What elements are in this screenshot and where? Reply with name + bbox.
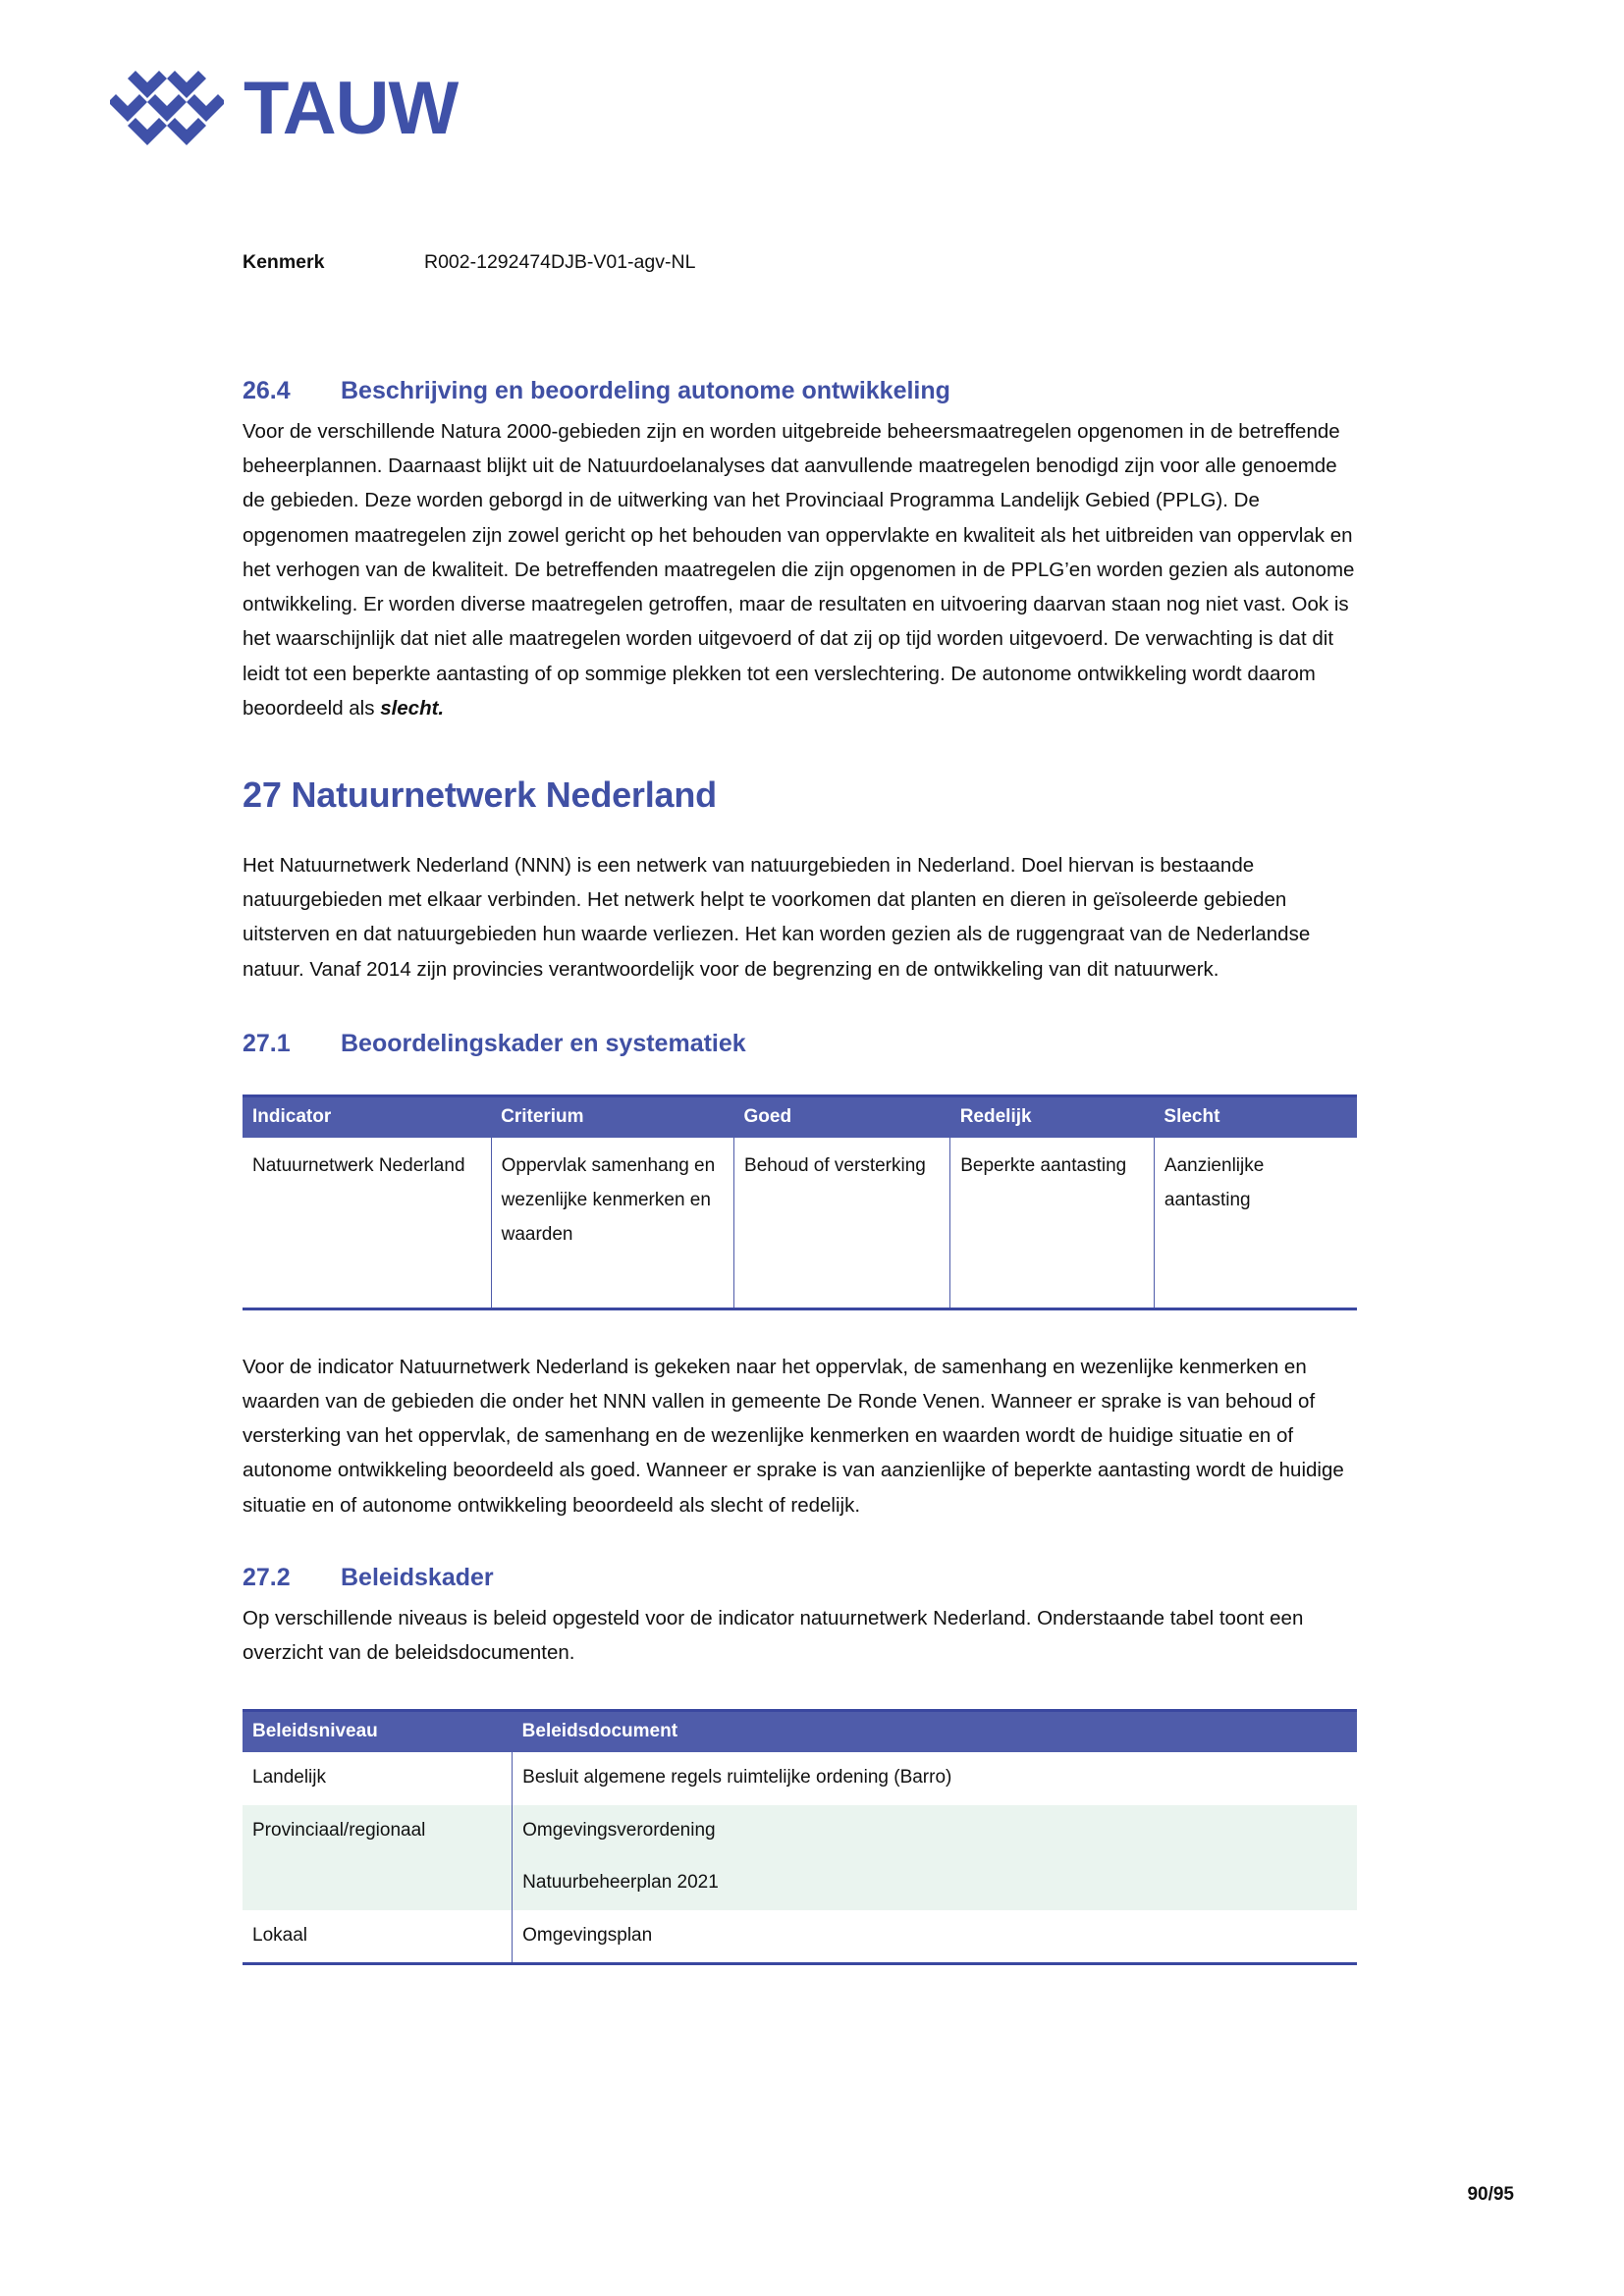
cell-indicator: Natuurnetwerk Nederland <box>252 1154 465 1176</box>
cell-slecht: Aanzienlijke aantasting <box>1154 1138 1357 1309</box>
heading-27-2-number: 27.2 <box>243 1563 291 1591</box>
cell-goed: Behoud of versterking <box>734 1138 950 1309</box>
cell-beleidsdocument: Omgevingsverordening <box>513 1805 1357 1858</box>
table-beleidskader <box>243 1709 1357 1965</box>
table-header-row <box>243 1711 1357 1753</box>
table-row <box>243 1857 1357 1910</box>
paragraph-chapter-27-intro: Het Natuurnetwerk Nederland (NNN) is een netwerk van natuurgebieden in Nederland. Doel hiervan is bestaande natuurgebieden met elkaar verbinden. Het netwerk helpt te voorkomen dat planten en dieren in geïsoleerde gebieden uitsterven en dat natuurgebieden hun waarde verliezen. Het kan worden gezien als de ruggengraat van de Nederlandse natuur. Vanaf 2014 zijn provincies verantwoordelijk voor de begrenzing en de ontwikkeling van dit natuurwerk. <box>243 853 1311 981</box>
heading-27-2 <box>243 1562 1357 1595</box>
heading-27-1-number: 27.1 <box>243 1029 291 1057</box>
column-header-criterium: Criterium <box>491 1095 733 1138</box>
kenmerk-row <box>243 251 695 274</box>
table-header-row <box>243 1095 1357 1138</box>
column-header-slecht: Slecht <box>1154 1095 1357 1138</box>
cell-beleidsdocument: Natuurbeheerplan 2021 <box>513 1857 1357 1910</box>
heading-27-1-title: Beoordelingskader en systematiek <box>341 1029 746 1057</box>
paragraph-27-2: Op verschillende niveaus is beleid opgesteld voor de indicator natuurnetwerk Nederland. Onderstaande tabel toont een overzicht van de beleidsdocumenten. <box>243 1606 1304 1664</box>
table-beleidskader-head <box>243 1711 1357 1753</box>
cell-beleidsdocument: Omgevingsplan <box>513 1910 1357 1964</box>
cell-beleidsniveau <box>243 1857 513 1910</box>
paragraph-26-4 <box>243 414 1357 725</box>
column-header-beleidsdocument: Beleidsdocument <box>513 1711 1357 1753</box>
cell-redelijk: Beperkte aantasting <box>950 1138 1155 1309</box>
document-content <box>243 375 1357 1965</box>
table-beoordelingskader-head <box>243 1095 1357 1138</box>
page-number: 90/95 <box>1467 2184 1514 2205</box>
column-header-indicator: Indicator <box>243 1095 491 1138</box>
table-beoordelingskader-body <box>243 1138 1357 1309</box>
cell-criterium: Oppervlak samenhang en wezenlijke kenmerken en waarden <box>491 1138 733 1309</box>
paragraph-27-1-after-table: Voor de indicator Natuurnetwerk Nederland is gekeken naar het oppervlak, de samenhang en wezenlijke kenmerken en waarden van de gebieden die onder het NNN vallen in gemeente De Ronde Venen. Wanneer er sprake is van behoud of versterking van het oppervlak, de samenhang en de wezenlijke kenmerken en waarden wordt de huidige situatie en of autonome ontwikkeling beoordeeld als goed. Wanneer er sprake is van aanzienlijke of beperkte aantasting wordt de huidige situatie en of autonome ontwikkeling beoordeeld als slecht of redelijk. <box>243 1355 1344 1517</box>
heading-27-2-title: Beleidskader <box>341 1563 494 1591</box>
column-header-redelijk: Redelijk <box>950 1095 1155 1138</box>
table-row <box>243 1910 1357 1964</box>
table-row <box>243 1805 1357 1858</box>
column-header-beleidsniveau: Beleidsniveau <box>243 1711 513 1753</box>
cell-beleidsniveau: Provinciaal/regionaal <box>243 1805 513 1858</box>
heading-26-4-title: Beschrijving en beoordeling autonome ontwikkeling <box>341 377 950 404</box>
paragraph-26-4-text: Voor de verschillende Natura 2000-gebieden zijn en worden uitgebreide beheersmaatregelen opgenomen in de betreffende beheerplannen. Daarnaast blijkt uit de Natuurdoelanalyses dat aanvullende maatregelen benodigd zijn voor alle genoemde de gebieden. Deze worden geborgd in de uitwerking van het Provinciaal Programma Landelijk Gebied (PPLG). De opgenomen maatregelen zijn zowel gericht op het behouden van oppervlakte en kwaliteit als het uitbreiden van oppervlak en het verhogen van de kwaliteit. De betreffenden maatregelen die zijn opgenomen in de PPLG’en worden gezien als autonome ontwikkeling. Er worden diverse maatregelen getroffen, maar de resultaten en uitvoering daarvan staan nog niet vast. Ook is het waarschijnlijk dat niet alle maatregelen worden uitgevoerd of dat zij op tijd worden uitgevoerd. De verwachting is dat dit leidt tot een beperkte aantasting of op sommige plekken tot een verslechtering. De autonome ontwikkeling wordt daarom beoordeeld als <box>243 419 1355 720</box>
cell-beleidsniveau: Lokaal <box>252 1924 307 1946</box>
cell-beleidsdocument: Besluit algemene regels ruimtelijke ordening (Barro) <box>513 1752 1357 1805</box>
kenmerk-label: Kenmerk <box>243 251 325 273</box>
tauw-logo <box>110 61 458 157</box>
heading-chapter-27: 27 Natuurnetwerk Nederland <box>243 774 717 815</box>
heading-26-4-number: 26.4 <box>243 377 291 404</box>
cell-beleidsniveau: Landelijk <box>252 1767 326 1789</box>
table-row <box>243 1752 1357 1805</box>
table-row <box>243 1138 1357 1309</box>
kenmerk-value: R002-1292474DJB-V01-agv-NL <box>424 251 696 273</box>
tauw-logo-wordmark: TAUW <box>244 67 459 150</box>
table-beoordelingskader <box>243 1095 1357 1310</box>
heading-26-4 <box>243 375 1357 408</box>
heading-27-1 <box>243 1028 1357 1061</box>
paragraph-26-4-emphasis: slecht. <box>380 696 445 720</box>
table-beleidskader-body <box>243 1752 1357 1964</box>
column-header-goed: Goed <box>734 1095 950 1138</box>
tauw-logo-mark <box>110 61 224 157</box>
